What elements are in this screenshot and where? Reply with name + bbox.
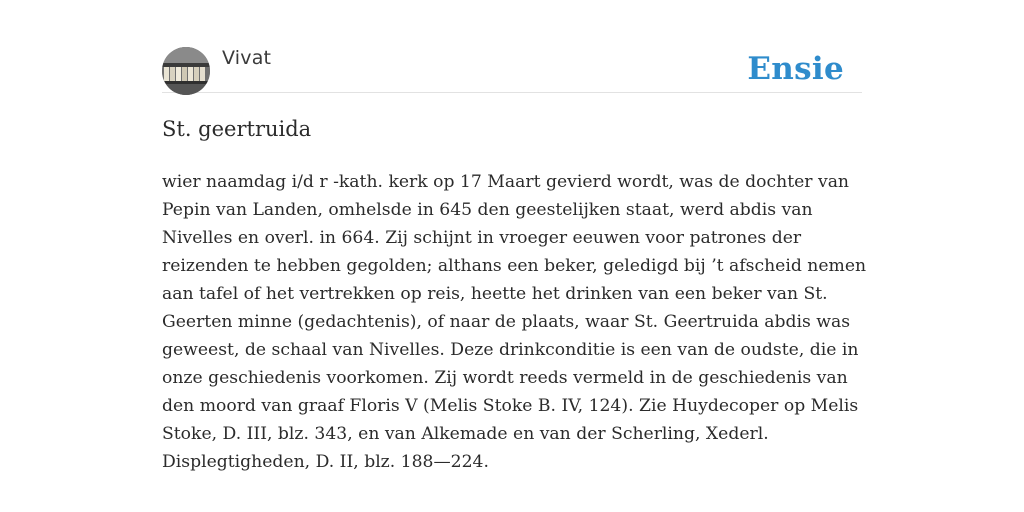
body-line: geweest, de schaal van Nivelles. Deze drinkconditie is een van de oudste, die in xyxy=(162,340,859,360)
typewriter-keys-avatar-icon xyxy=(162,47,210,95)
body-line: aan tafel of het vertrekken op reis, heette het drinken van een beker van St. xyxy=(162,284,828,304)
body-line: wier naamdag i/d r -kath. kerk op 17 Maart gevierd wordt, was de dochter van xyxy=(162,172,850,192)
entry-header xyxy=(162,46,862,93)
body-line: Pepin van Landen, omhelsde in 645 den geestelijken staat, werd abdis van xyxy=(162,200,813,220)
entry-card xyxy=(162,0,867,512)
brand-logo[interactable]: Ensie xyxy=(747,51,844,87)
body-line: Nivelles en overl. in 664. Zij schijnt in vroeger eeuwen voor patrones der xyxy=(162,228,802,248)
body-line: den moord van graaf Floris V (Melis Stoke B. IV, 124). Zie Huydecoper op Melis xyxy=(162,396,859,416)
entry-title: St. geertruida xyxy=(162,117,312,141)
author-name[interactable]: Vivat xyxy=(222,47,272,69)
body-line: Displegtigheden, D. II, blz. 188—224. xyxy=(162,452,489,472)
body-line: reizenden te hebben gegolden; althans een beker, geledigd bij ’t afscheid nemen xyxy=(162,256,867,276)
body-line: Geerten minne (gedachtenis), of naar de plaats, waar St. Geertruida abdis was xyxy=(162,312,851,332)
body-line: Stoke, D. III, blz. 343, en van Alkemade en van der Scherling, Xederl. xyxy=(162,424,769,444)
author-avatar[interactable] xyxy=(162,47,210,95)
body-line: onze geschiedenis voorkomen. Zij wordt reeds vermeld in de geschiedenis van xyxy=(162,368,848,388)
entry-body xyxy=(162,168,867,476)
